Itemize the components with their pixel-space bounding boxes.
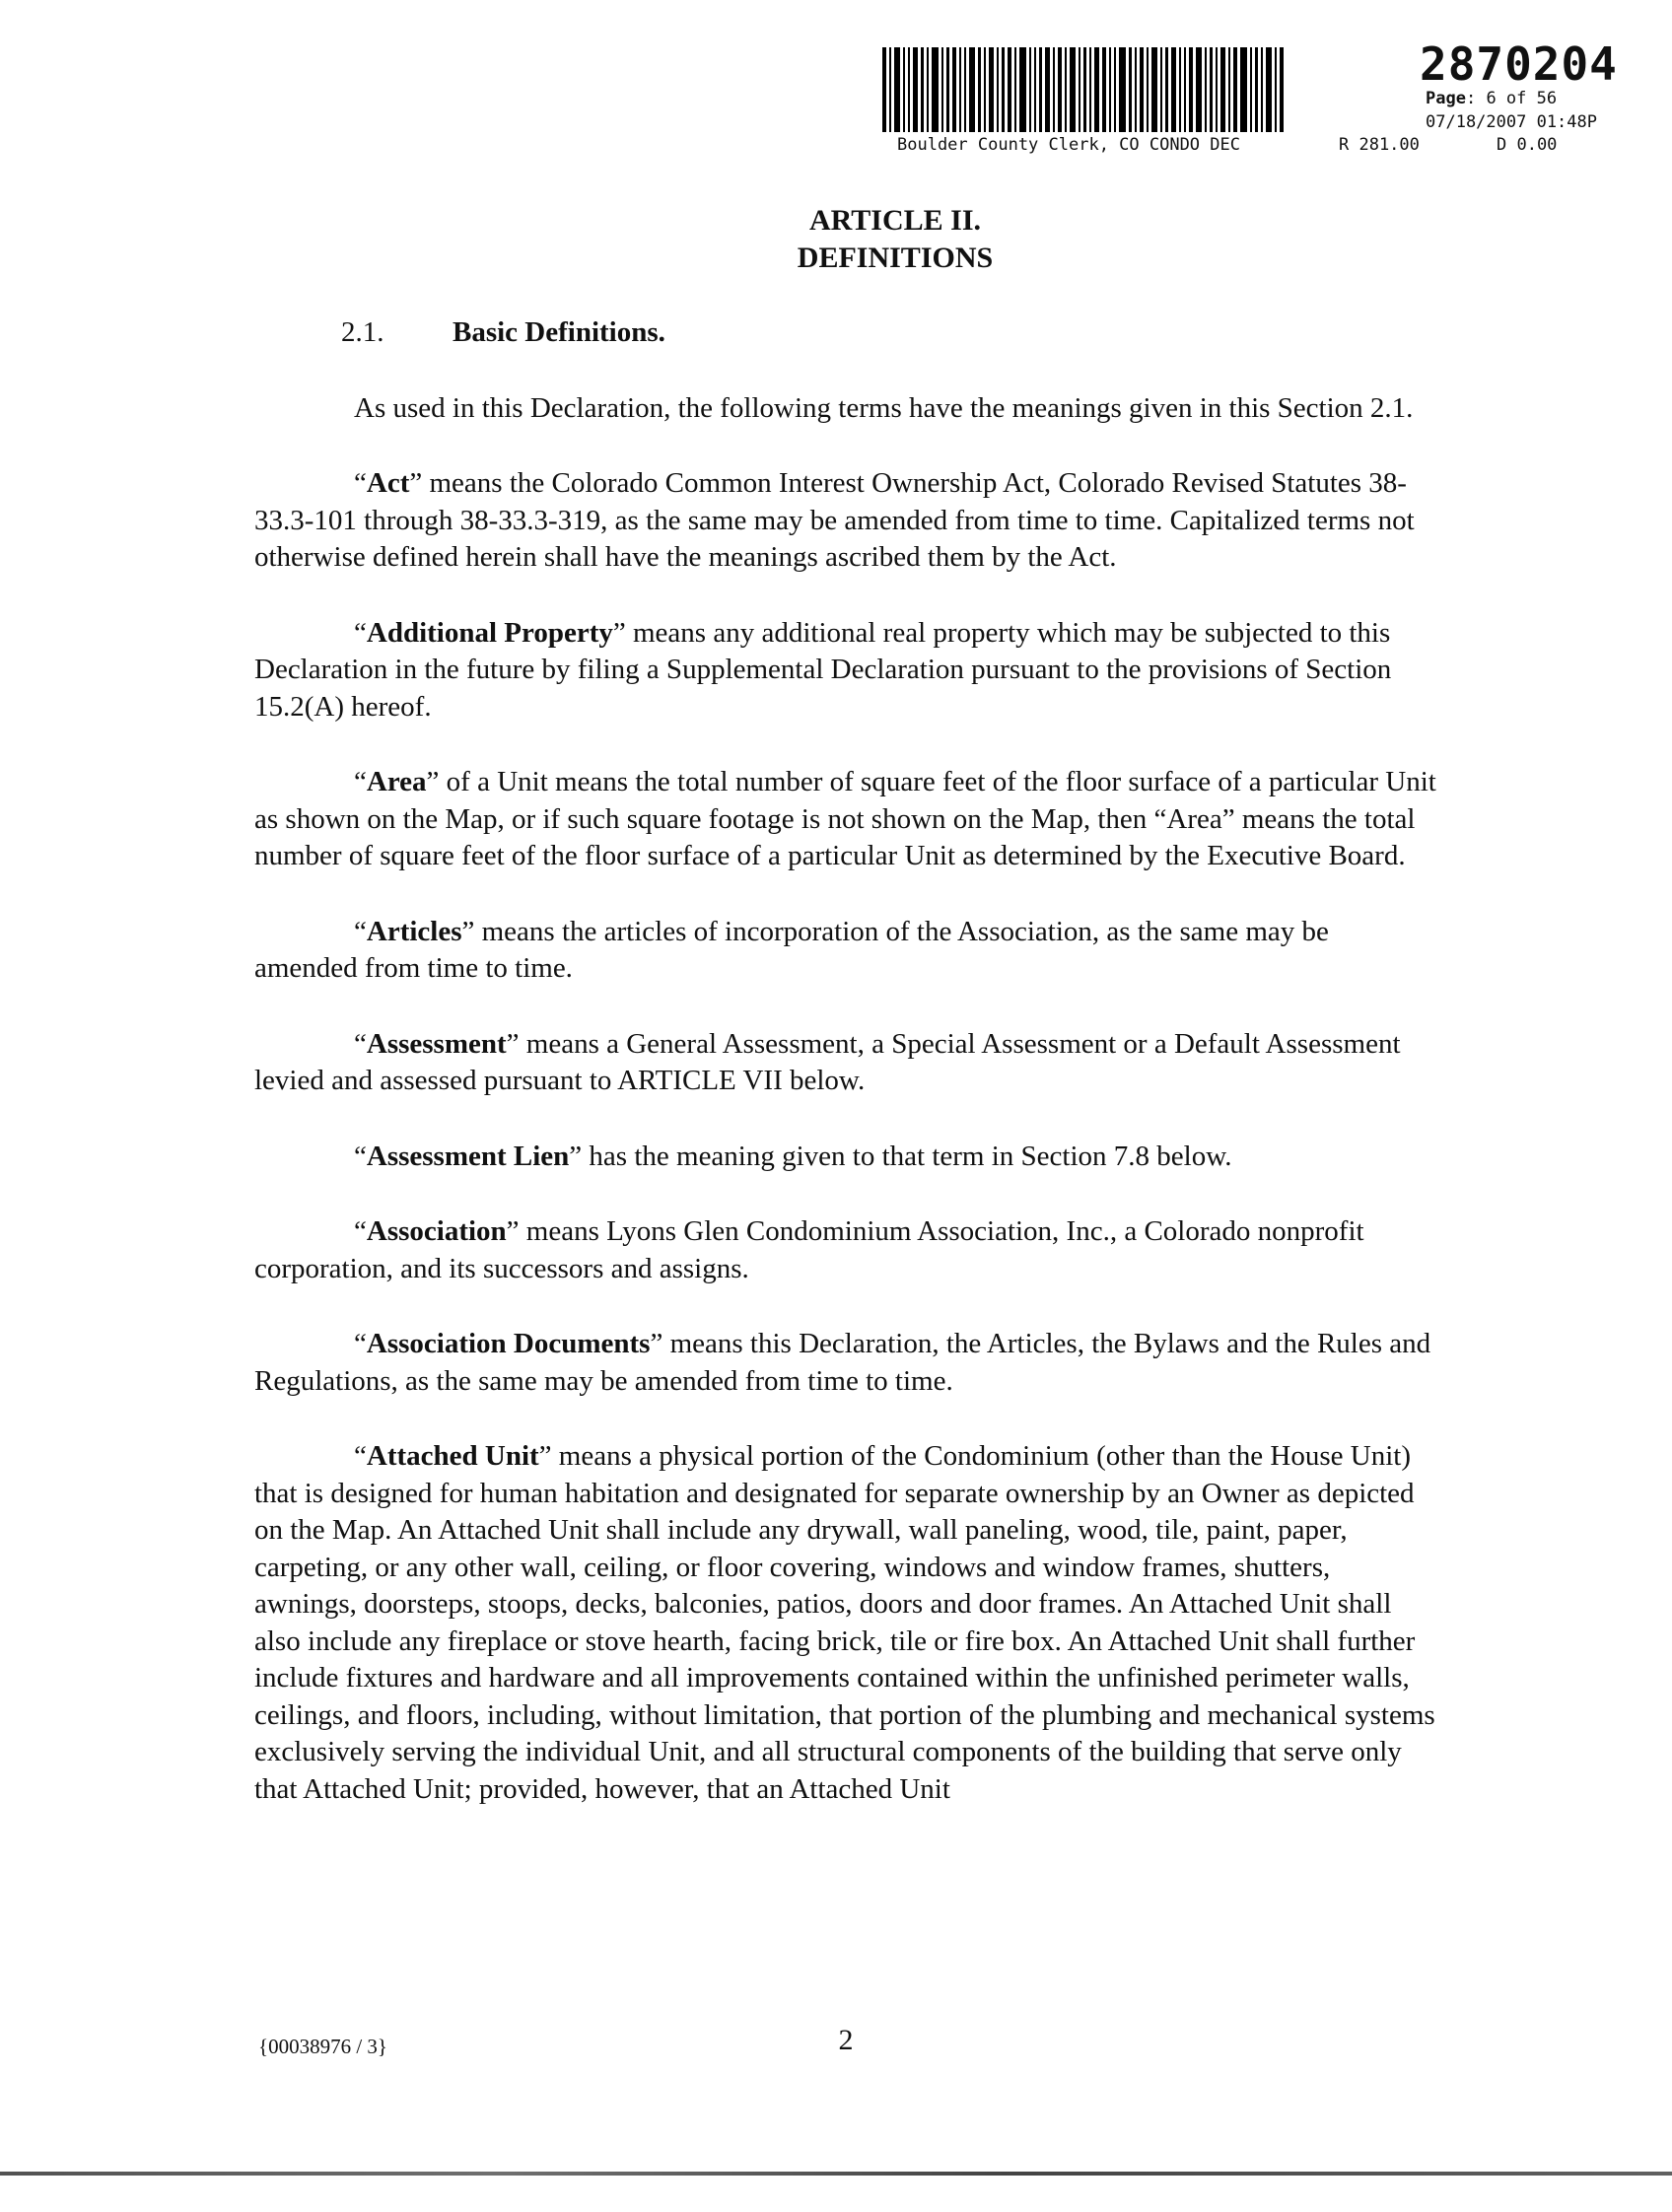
barcode-image	[882, 47, 1403, 132]
definition-term: Assessment Lien	[366, 1140, 570, 1172]
section-number: 2.1.	[341, 316, 384, 348]
definition-articles: “Articles” means the articles of incorporation of the Association, as the same may be amended from time to time.	[254, 915, 1329, 984]
barcode-bar	[1002, 47, 1005, 132]
definition-term: Area	[366, 766, 427, 797]
section-heading	[254, 314, 1437, 352]
barcode-bar	[1171, 47, 1176, 132]
barcode-bar	[1083, 47, 1086, 132]
barcode-bar	[1228, 47, 1230, 132]
barcode-bar	[941, 47, 943, 132]
page-count: 6 of 56	[1486, 89, 1558, 108]
barcode-bar	[1065, 47, 1067, 132]
barcode-bar	[959, 47, 961, 132]
barcode-bar	[997, 47, 999, 132]
barcode-bar	[1147, 47, 1149, 132]
barcode-bar	[1109, 47, 1111, 132]
barcode-bar	[1233, 47, 1237, 132]
recording-date: 07/18/2007 01:48P	[1426, 112, 1597, 132]
barcode-bar	[1053, 47, 1055, 132]
recording-number: 2870204	[1420, 37, 1618, 91]
definition-term: Association	[366, 1215, 507, 1247]
definition-text: means this Declaration, the Articles, the Bylaws and the Rules and Regulations, as the same may be amended from time to time.	[254, 1328, 1431, 1397]
barcode-bar	[1094, 47, 1099, 132]
definition-term: Act	[366, 467, 410, 499]
barcode-bar	[952, 47, 956, 132]
definition-term: Association Documents	[366, 1328, 651, 1359]
barcode-bar	[1129, 47, 1132, 132]
section-title: Basic Definitions.	[453, 316, 665, 348]
barcode-bar	[1058, 47, 1062, 132]
definition-term: Articles	[366, 915, 462, 947]
barcode-bar	[1045, 47, 1050, 132]
definition-text: means a General Assessment, a Special Assessment or a Default Assessment levied and assessed pursuant to ARTICLE VII below.	[254, 1027, 1401, 1096]
barcode-bar	[908, 47, 910, 132]
barcode-bar	[989, 47, 994, 132]
intro-paragraph: As used in this Declaration, the following terms have the meanings given in this Section 2.1.	[354, 391, 1414, 424]
barcode-bar	[1280, 47, 1284, 132]
barcode-bar	[913, 47, 918, 132]
definition-act: “Act” means the Colorado Common Interest Ownership Act, Colorado Revised Statutes 38-33.3-101 through 38-33.3-319, as the same may be amended from time to time. Capitalized terms not otherwise defined herein shall have the meanings ascribed them by the Act.	[254, 467, 1415, 573]
definition-assessment: “Assessment” means a General Assessment, a Special Assessment or a Default Assessment levied and assessed pursuant to ARTICLE VII below.	[254, 1027, 1401, 1096]
barcode-bar	[927, 47, 929, 132]
article-heading	[254, 202, 1437, 277]
scan-edge-line	[0, 2172, 1672, 2176]
article-number: ARTICLE II.	[809, 204, 981, 237]
barcode-bar	[1160, 47, 1162, 132]
barcode-bar	[1189, 47, 1193, 132]
barcode-bar	[1070, 47, 1076, 132]
barcode-bar	[1114, 47, 1116, 132]
barcode-bar	[1210, 47, 1213, 132]
barcode-bar	[1261, 47, 1263, 132]
recording-page-info: Page: 6 of 56	[1426, 89, 1558, 108]
barcode-bar	[894, 47, 900, 132]
barcode-bar	[921, 47, 924, 132]
definition-association: “Association” means Lyons Glen Condominium Association, Inc., a Colorado nonprofit corporation, and its successors and assigns.	[254, 1215, 1364, 1284]
fee-r: R 281.00	[1339, 135, 1420, 155]
barcode-bar	[1216, 47, 1218, 132]
definition-text: means a physical portion of the Condominium (other than the House Unit) that is designed for human habitation and designated for separate ownership by an Owner as depicted on the Map. An Attached Unit shall include any drywall, wall paneling, wood, tile, paint, paper, carpeting, or any other wall, ceiling, or floor covering, windows and window frames, shutters, awnings, doorsteps, stoops, decks, balconies, patios, doors and door frames. An Attached Unit shall also include any fireplace or stove hearth, facing brick, tile or fire box. An Attached Unit shall further include fixtures and hardware and all improvements contained within the unfinished perimeter walls, ceilings, and floors, including, without limitation, that portion of the plumbing and mechanical systems exclusively serving the individual Unit, and all structural components of the building that serve only that Attached Unit; provided, however, that an Attached Unit	[254, 1440, 1435, 1805]
barcode-bar	[1089, 47, 1091, 132]
barcode-bar	[1220, 47, 1225, 132]
barcode-bar	[1039, 47, 1042, 132]
barcode-bar	[1014, 47, 1016, 132]
barcode-bar	[1119, 47, 1126, 132]
barcode-bar	[1019, 47, 1026, 132]
barcode-bar	[1151, 47, 1157, 132]
barcode-bar	[1205, 47, 1207, 132]
page-label: Page	[1426, 89, 1466, 108]
barcode-bar	[1135, 47, 1137, 132]
barcode-bar	[1008, 47, 1011, 132]
barcode-bar	[1240, 47, 1247, 132]
barcode-bar	[1034, 47, 1036, 132]
definition-text: means any additional real property which may be subjected to this Declaration in the future by filing a Supplemental Declaration pursuant to the provisions of Section 15.2(A) hereof.	[254, 616, 1392, 723]
barcode-bar	[1266, 47, 1272, 132]
clerk-info: Boulder County Clerk, CO CONDO DEC	[897, 135, 1240, 155]
fee-d: D 0.00	[1497, 135, 1558, 155]
document-body	[254, 202, 1437, 1846]
definition-area: “Area” of a Unit means the total number of square feet of the floor surface of a particular Unit as shown on the Map, or if such square footage is not shown on the Map, then “Area” means the total number of square feet of the floor surface of a particular Unit as determined by the Executive Board.	[254, 766, 1436, 871]
definition-term: Attached Unit	[366, 1440, 539, 1472]
barcode-bar	[1029, 47, 1031, 132]
definition-attached-unit: “Attached Unit” means a physical portion of the Condominium (other than the House Unit) that is designed for human habitation and designated for separate ownership by an Owner as depicted on the Map. An Attached Unit shall include any drywall, wall paneling, wood, tile, paint, paper, carpeting, or any other wall, ceiling, or floor covering, windows and window frames, shutters, awnings, doorsteps, stoops, decks, balconies, patios, doors and door frames. An Attached Unit shall also include any fireplace or stove hearth, facing brick, tile or fire box. An Attached Unit shall further include fixtures and hardware and all improvements contained within the unfinished perimeter walls, ceilings, and floors, including, without limitation, that portion of the plumbing and mechanical systems exclusively serving the individual Unit, and all structural components of the building that serve only that Attached Unit; provided, however, that an Attached Unit	[254, 1440, 1435, 1805]
barcode-bar	[1079, 47, 1080, 132]
barcode-bar	[1102, 47, 1106, 132]
definition-text: of a Unit means the total number of square feet of the floor surface of a particular Unit as shown on the Map, or if such square footage is not shown on the Map, then “Area” means the total number of square feet of the floor surface of a particular Unit as determined by the Executive Board.	[254, 766, 1436, 871]
definition-assessment-lien: “Assessment Lien” has the meaning given to that term in Section 7.8 below.	[354, 1140, 1232, 1172]
document-reference: {00038976 / 3}	[258, 2035, 387, 2058]
barcode-bar	[1140, 47, 1144, 132]
definition-text: means the Colorado Common Interest Ownership Act, Colorado Revised Statutes 38-33.3-101 through 38-33.3-319, as the same may be amended from time to time. Capitalized terms not otherwise defined herein shall have the meanings ascribed them by the Act.	[254, 467, 1415, 573]
barcode-bar	[969, 47, 975, 132]
barcode-bar	[964, 47, 966, 132]
definition-association-documents: “Association Documents” means this Declaration, the Articles, the Bylaws and the Rules and Regulations, as the same may be amended from time to time.	[254, 1328, 1431, 1397]
definition-text: has the meaning given to that term in Section 7.8 below.	[582, 1140, 1232, 1172]
barcode-bar	[984, 47, 986, 132]
page-number: 2	[838, 2024, 854, 2056]
barcode-bar	[1179, 47, 1181, 132]
barcode-bar	[889, 47, 891, 132]
barcode-bar	[1275, 47, 1277, 132]
article-title: DEFINITIONS	[797, 242, 994, 274]
barcode-bar	[978, 47, 981, 132]
definition-additional-property: “Additional Property” means any additional real property which may be subjected to this Declaration in the future by filing a Supplemental Declaration pursuant to the provisions of Section 15.2(A) hereof.	[254, 616, 1392, 723]
barcode-bar	[903, 47, 905, 132]
barcode-bar	[1255, 47, 1258, 132]
barcode-bar	[1165, 47, 1168, 132]
barcode-bar	[932, 47, 939, 132]
definition-term: Additional Property	[366, 616, 613, 649]
definition-term: Assessment	[366, 1027, 507, 1060]
barcode-bar	[882, 47, 886, 132]
definition-text: means the articles of incorporation of the Association, as the same may be amended from time to time.	[254, 915, 1329, 984]
barcode-bar	[1250, 47, 1252, 132]
barcode-bar	[946, 47, 949, 132]
definition-text: means Lyons Glen Condominium Association, Inc., a Colorado nonprofit corporation, and its successors and assigns.	[254, 1215, 1364, 1284]
barcode-bar	[1184, 47, 1186, 132]
barcode-bar	[1196, 47, 1202, 132]
